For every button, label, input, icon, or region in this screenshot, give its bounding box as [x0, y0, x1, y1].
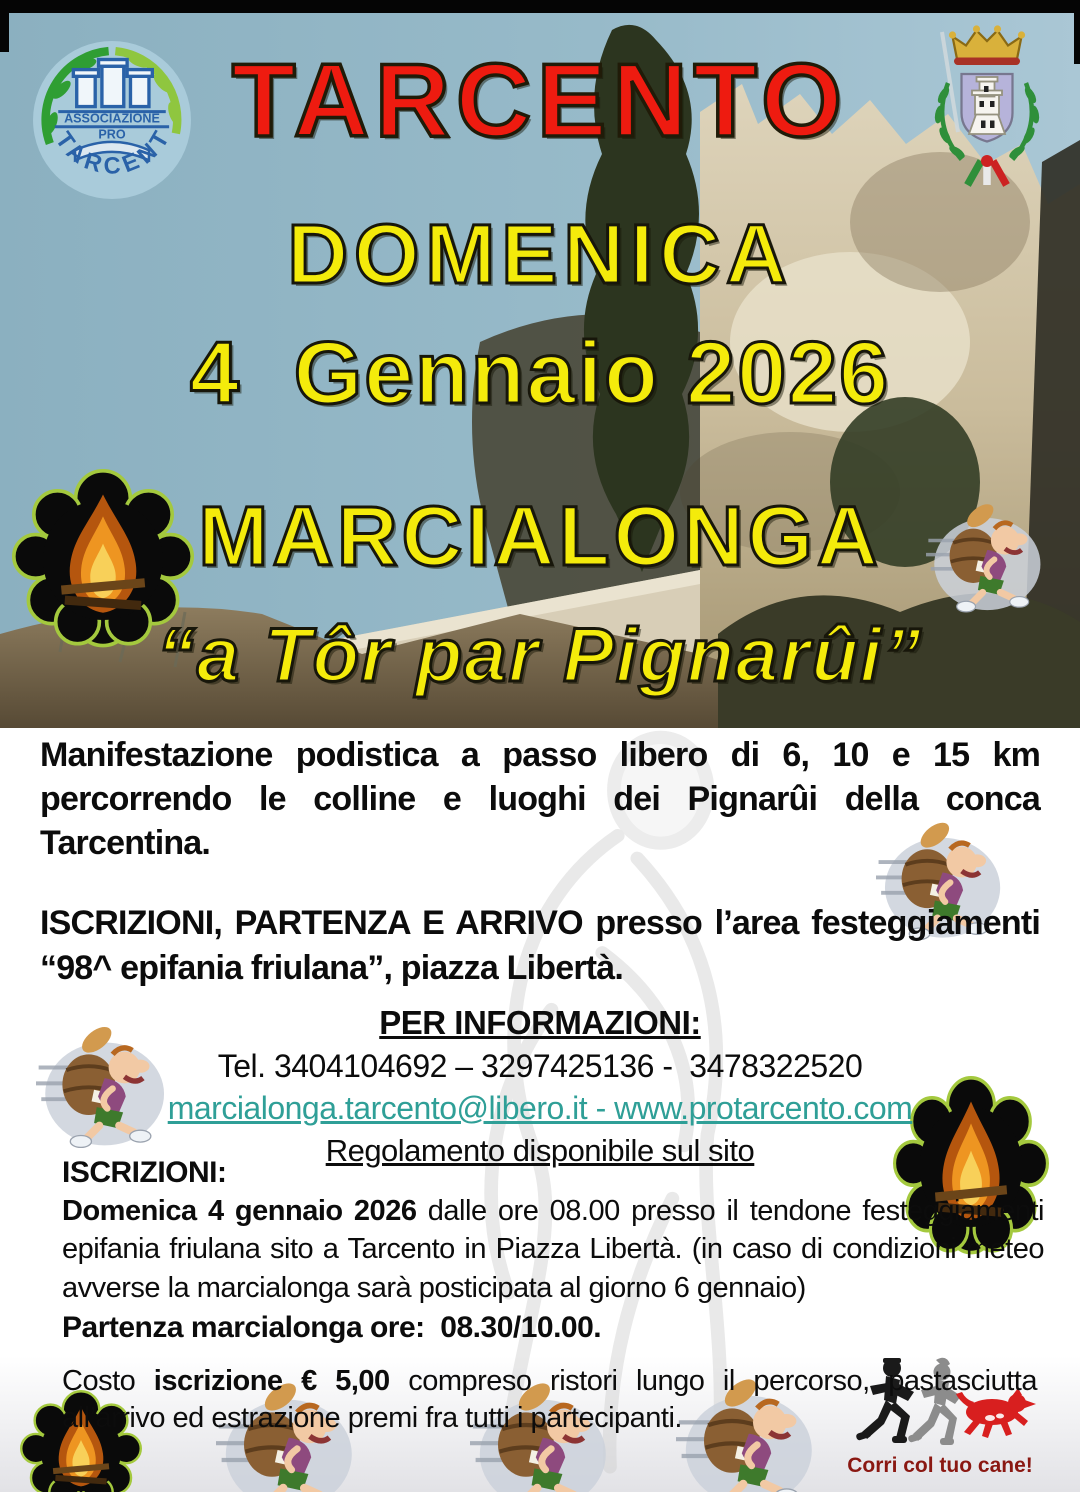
event-weekday: DOMENICA — [287, 207, 793, 301]
left-border-notch — [0, 0, 9, 52]
registration-when — [62, 1192, 1044, 1307]
registration-cost-rest: compreso ristori lungo il percorso, pastasciutta all’arrivo ed estrazione premi fra tutti i partecipanti. — [62, 1364, 1037, 1435]
registration-block — [62, 1156, 1044, 1438]
info-rules-note: Regolamento disponibile sul sito — [325, 1133, 755, 1168]
registration-when-rest: dalle ore 08.00 presso il tendone festeggiamenti epifania friulana sito a Tarcento in Piazza Libertà. (in caso di condizioni meteo avverse la marcialonga sarà posticipata al giorno 6 gennaio) — [62, 1195, 1044, 1304]
info-email-website-link[interactable]: marcialonga.tarcento@libero.it - www.protarcento.com — [167, 1090, 913, 1126]
event-name: MARCIALONGA — [198, 489, 882, 583]
registration-cost-pre: Costo — [62, 1364, 154, 1397]
registration-cost — [62, 1363, 1037, 1438]
registration-heading: ISCRIZIONI: — [62, 1156, 227, 1189]
registration-start-time: Partenza marcialonga ore: 08.30/10.00. — [62, 1310, 602, 1344]
poster-title: TARCENTO — [231, 43, 849, 159]
registration-when-date: Domenica 4 gennaio 2026 — [62, 1195, 417, 1227]
dog-logo-caption: Corri col tuo cane! — [847, 1454, 1033, 1477]
info-block — [0, 1004, 1080, 1169]
event-date: 4 Gennaio 2026 — [189, 323, 891, 422]
info-heading: PER INFORMAZIONI: — [379, 1004, 701, 1041]
meeting-paragraph — [40, 901, 1040, 991]
intro-paragraph: Manifestazione podistica a passo libero di 6, 10 e 15 km percorrendo le colline e luoghi dei Pignarûi della conca Tarcentina. — [40, 736, 1040, 863]
registration-cost-amount: iscrizione € 5,00 — [153, 1364, 390, 1397]
meeting-paragraph-rest: presso l’area festeggiamenti “98^ epifania friulana”, piazza Libertà. — [40, 904, 1040, 987]
info-phone-numbers: Tel. 3404104692 – 3297425136 - 3478322520 — [217, 1048, 863, 1084]
top-border — [0, 0, 1080, 13]
right-border-notch — [1074, 0, 1080, 64]
meeting-paragraph-lead: ISCRIZIONI, PARTENZA E ARRIVO — [40, 904, 583, 942]
event-subtitle: “a Tôr par Pignarûi” — [156, 613, 924, 698]
